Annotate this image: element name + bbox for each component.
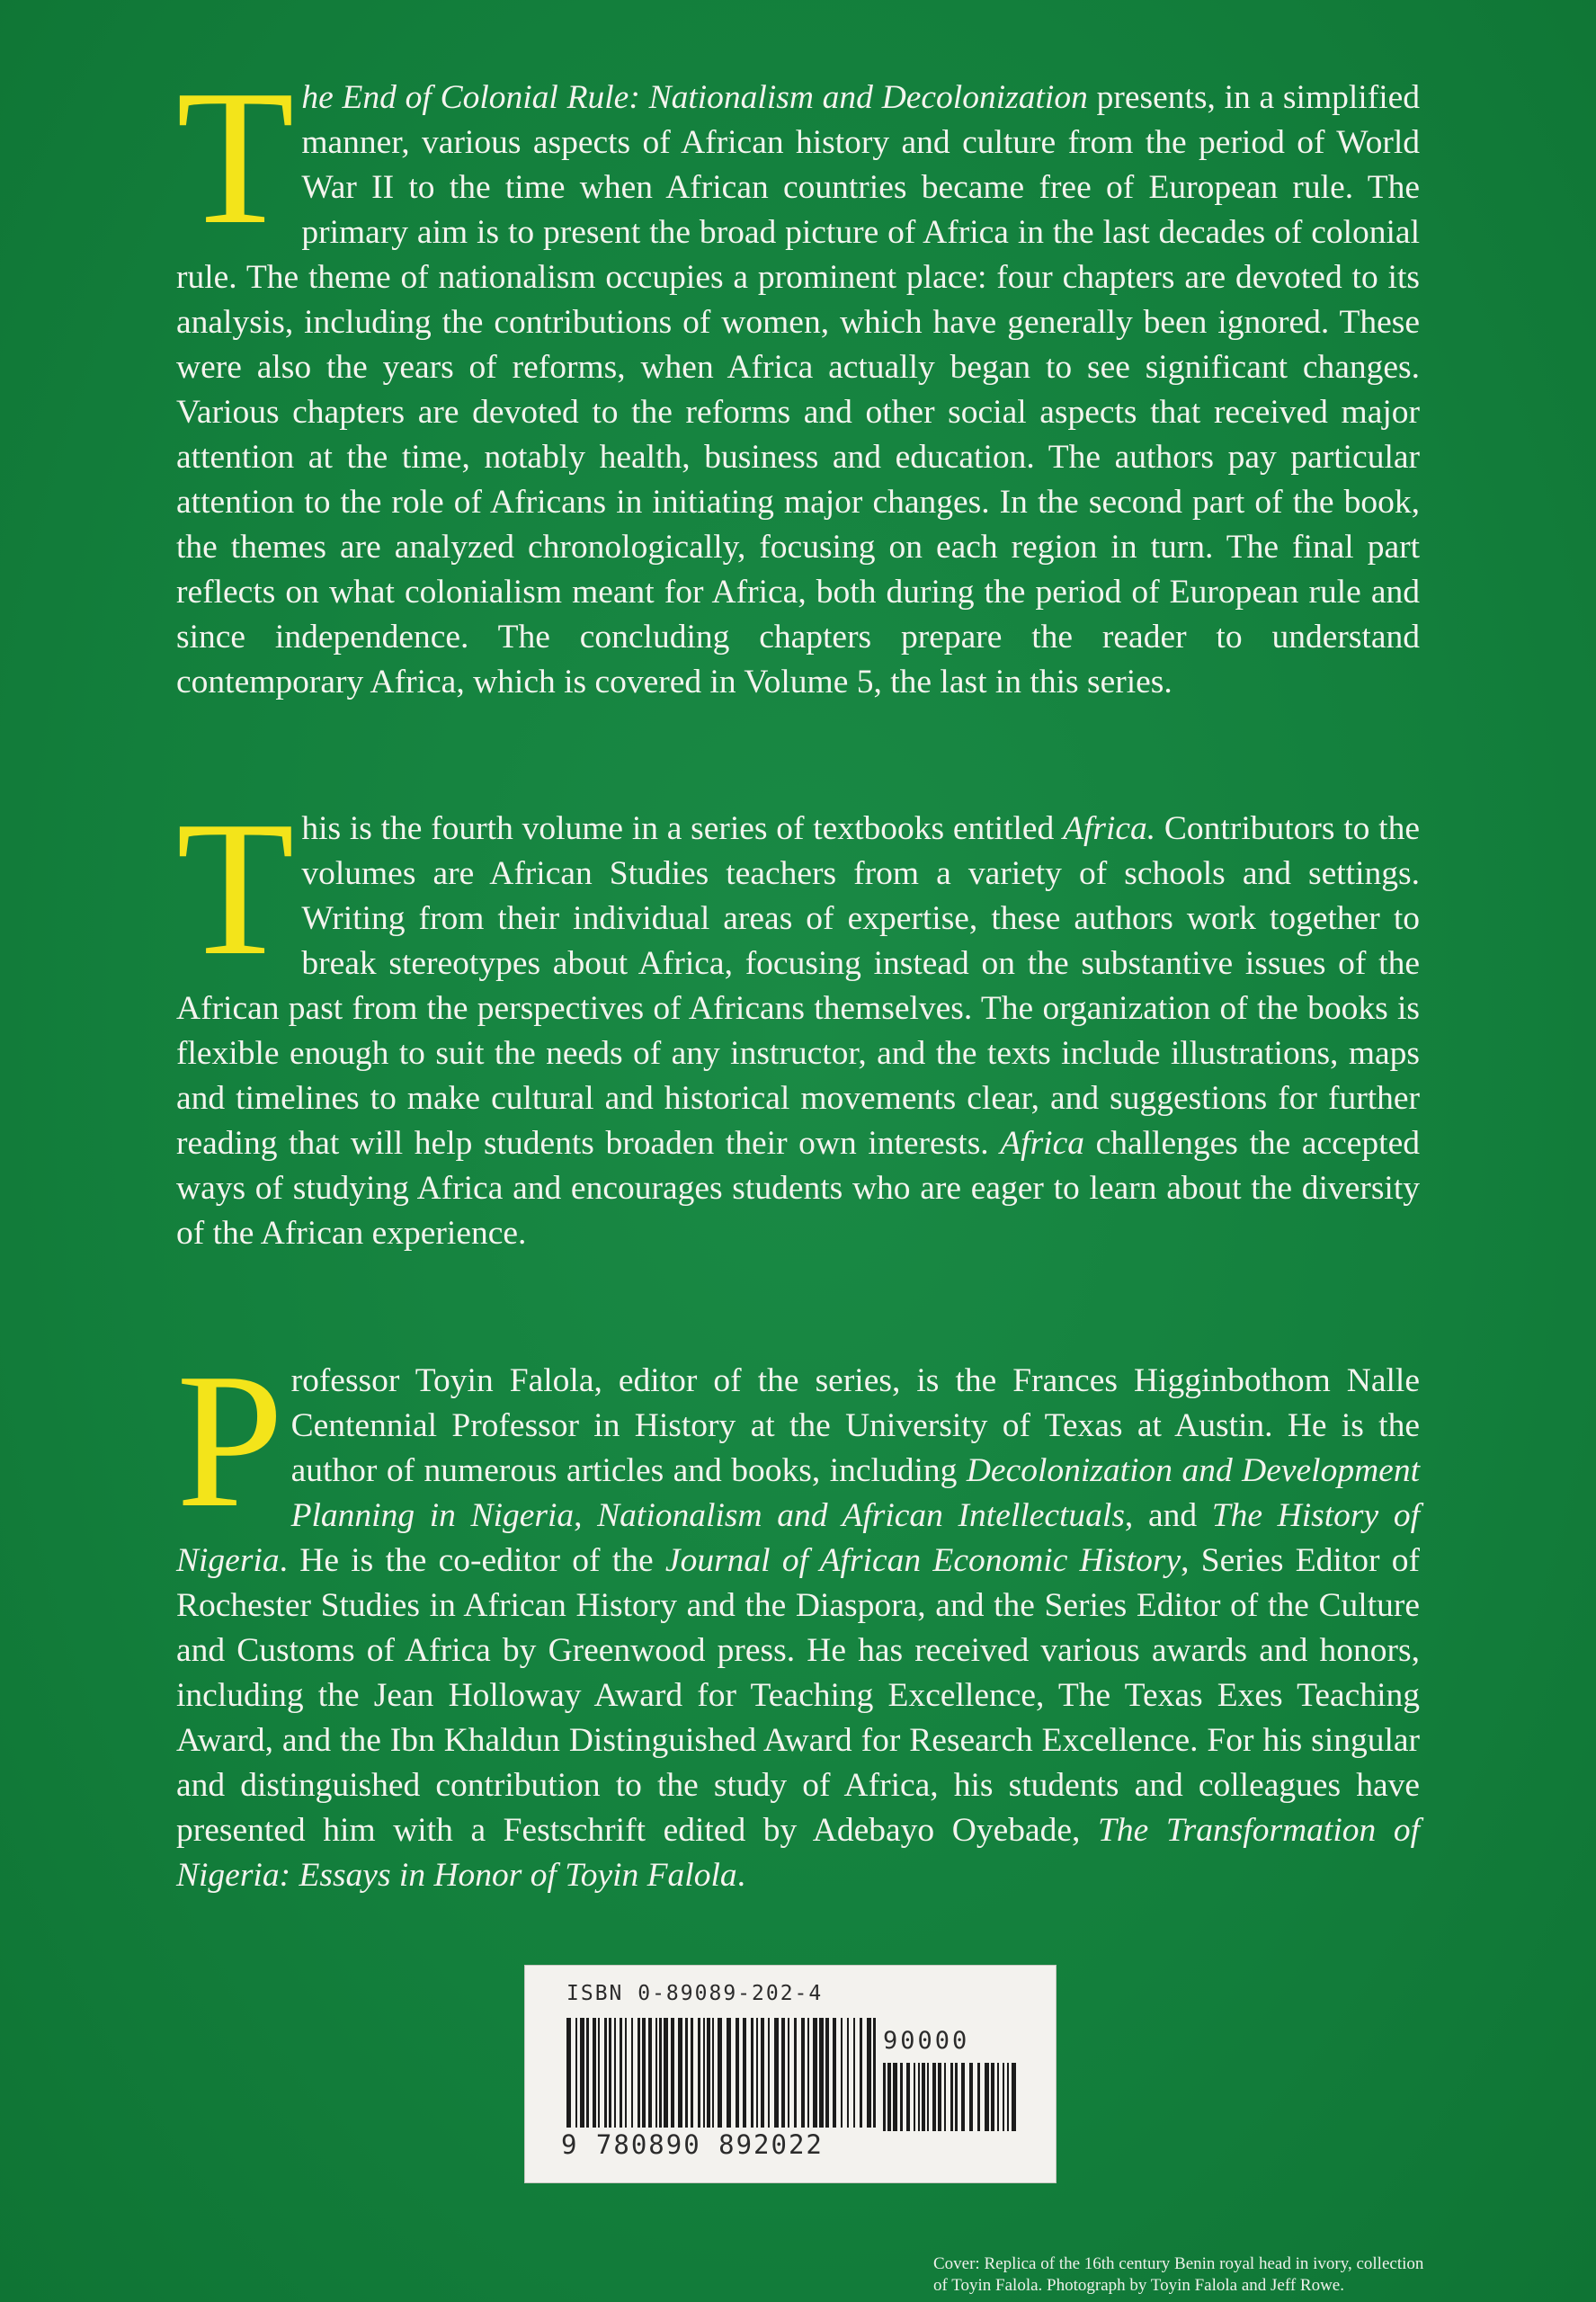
barcode-bar xyxy=(580,2018,584,2128)
barcode-bar xyxy=(847,2018,849,2128)
barcode-bar xyxy=(736,2018,739,2128)
barcode-bar xyxy=(631,2018,633,2128)
barcode-bar xyxy=(788,2018,789,2128)
paragraph-text: . xyxy=(736,1857,746,1894)
barcode-bar xyxy=(906,2063,910,2131)
barcode-bar xyxy=(575,2018,577,2128)
paragraph-text: challenges the accepted ways of studying Africa and encourages students who are eager to learn about the diversity of the African experience. xyxy=(176,1125,1420,1252)
barcode-bar xyxy=(625,2018,627,2128)
barcode-bar xyxy=(922,2063,925,2131)
barcode-bar xyxy=(918,2063,920,2131)
series-title-italic: Africa xyxy=(1000,1125,1084,1162)
barcode-bar xyxy=(614,2018,616,2128)
cover-credit-line: Cover: Replica of the 16th century Benin royal head in ivory, collection xyxy=(933,2254,1424,2273)
barcode-panel xyxy=(524,1965,1057,2183)
barcode-bar xyxy=(991,2063,994,2131)
barcode-bar xyxy=(648,2018,652,2128)
series-title-italic: Africa. xyxy=(1063,810,1156,847)
barcode-bar xyxy=(598,2018,600,2128)
cover-credit-line: of Toyin Falola. Photograph by Toyin Falola and Jeff Rowe. xyxy=(933,2276,1344,2295)
book-title-italic: The History of Nigeria xyxy=(176,1497,1420,1579)
barcode-bar xyxy=(867,2018,871,2128)
book-title-italic: The Transformation of Nigeria: Essays in Honor of Toyin Falola xyxy=(176,1812,1420,1894)
cover-credit xyxy=(933,2253,1509,2297)
barcode-bar xyxy=(586,2018,589,2128)
barcode-bar xyxy=(997,2063,999,2131)
barcode-bar xyxy=(807,2018,809,2128)
drop-cap-t: T xyxy=(176,781,295,995)
barcode-bar xyxy=(938,2063,941,2131)
barcode-bar xyxy=(743,2018,746,2128)
barcode-bar xyxy=(761,2018,764,2128)
barcode-bar xyxy=(927,2063,929,2131)
price-addon-barcode-icon xyxy=(883,2063,1018,2131)
paragraph-text: , Series Editor of Rochester Studies in African History and the Diaspora, and the Series Editor of the Culture and Customs of Africa by Greenwood press. He has received various awards and honors, including the Jean Holloway Award for Teaching Excellence, The Texas Exes Teaching Award, and the Ibn Khaldun Distinguished Award for Research Excellence. For his singular and distinguished contribution to the study of Africa, his students and colleagues have presented him with a Festschrift edited by Adebayo Oyebade, xyxy=(176,1542,1420,1849)
barcode-bar xyxy=(781,2018,785,2128)
barcode-bar xyxy=(685,2018,688,2128)
barcode-bar xyxy=(678,2018,682,2128)
barcode-bar xyxy=(969,2063,973,2131)
barcode-bar xyxy=(691,2018,693,2128)
barcode-bar xyxy=(718,2018,722,2128)
ean-digits: 9 780890 892022 xyxy=(561,2129,824,2160)
barcode-bar xyxy=(961,2063,965,2131)
barcode-bar xyxy=(604,2018,607,2128)
paragraph-text: , and xyxy=(1124,1497,1212,1534)
paragraph-text: Contributors to the volumes are African Studies teachers from a variety of schools and settings. Writing from their individual areas of expertise, these authors work together to break stereotypes about Africa, focusing instead on the substantive issues of the African past from the perspectives of Africans themselves. The organization of the books is flexible enough to suit the needs of any instructor, and the texts include illustrations, maps and timelines to make cultural and historical movements clear, and suggestions for further reading that will help students broaden their own interests. xyxy=(176,810,1420,1162)
barcode-bar xyxy=(566,2018,571,2128)
barcode-bar xyxy=(900,2063,903,2131)
barcode-bar xyxy=(985,2063,989,2131)
book-title-italic: Nationalism and African Intellectuals xyxy=(597,1497,1125,1534)
barcode-bar xyxy=(944,2063,946,2131)
barcode-bar xyxy=(664,2018,668,2128)
paragraph-text: rofessor Toyin Falola, editor of the series, is the Frances Higginbothom Nalle Centennial Professor in History at the University of Texas at Austin. He is the author of numerous articles and books, including xyxy=(290,1362,1420,1489)
barcode-bar xyxy=(1003,2063,1004,2131)
barcode-bar xyxy=(756,2018,758,2128)
barcode-bar xyxy=(751,2018,753,2128)
description-paragraph-2 xyxy=(176,781,1420,1256)
barcode-bar xyxy=(698,2018,700,2128)
barcode-bar xyxy=(950,2063,953,2131)
price-code: 90000 xyxy=(883,2027,970,2055)
description-paragraph-1 xyxy=(176,49,1421,705)
barcode-bar xyxy=(620,2018,622,2128)
paragraph-text: , xyxy=(574,1497,598,1534)
journal-title-italic: Journal of African Economic History xyxy=(664,1542,1181,1579)
barcode-bar xyxy=(860,2018,862,2128)
isbn-label: ISBN 0-89089-202-4 xyxy=(566,1982,824,2005)
barcode-bar xyxy=(853,2018,855,2128)
barcode-bar xyxy=(727,2018,731,2128)
paragraph-text: . He is the co-editor of the xyxy=(279,1542,665,1579)
barcode-bar xyxy=(609,2018,611,2128)
barcode-bar xyxy=(801,2018,805,2128)
barcode-bar xyxy=(977,2063,980,2131)
barcode-bar xyxy=(671,2018,674,2128)
drop-cap-p: P xyxy=(176,1333,284,1548)
barcode-bar xyxy=(955,2063,958,2131)
barcode-bar xyxy=(794,2018,797,2128)
barcode-bar xyxy=(1012,2063,1016,2131)
barcode-bar xyxy=(887,2063,891,2131)
barcode-bar xyxy=(813,2018,817,2128)
book-title-italic: he End of Colonial Rule: Nationalism and Decolonization xyxy=(301,79,1088,116)
barcode-bar xyxy=(914,2063,915,2131)
barcode-bar xyxy=(638,2018,640,2128)
barcode-bar xyxy=(893,2063,897,2131)
barcode-bar xyxy=(774,2018,779,2128)
barcode-bar xyxy=(703,2018,705,2128)
barcode-bar xyxy=(833,2018,836,2128)
paragraph-text: presents, in a simplified manner, various aspects of African history and culture from the period of World War II to the time when African countries became free of European rule. The primary aim is to present the broad picture of Africa in the last decades of colonial rule. The theme of nationalism occupies a prominent place: four chapters are devoted to its analysis, including the contributions of women, which have generally been ignored. These were also the years of reforms, when Africa actually began to see significant changes. Various chapters are devoted to the reforms and other social aspects that received major attention at the time, notably health, business and education. The authors pay particular attention to the role of Africans in initiating major changes. In the second part of the book, the themes are analyzed chronologically, focusing on each region in turn. The final part reflects on what colonialism meant for Africa, both during the period of European rule and since independence. The concluding chapters prepare the reader to understand contemporary Africa, which is covered in Volume 5, the last in this series. xyxy=(176,79,1421,700)
barcode-bar xyxy=(883,2063,886,2131)
paragraph-text: his is the fourth volume in a series of textbooks entitled xyxy=(301,810,1064,847)
barcode-bar xyxy=(655,2018,657,2128)
barcode-bar xyxy=(873,2018,876,2128)
editor-bio-paragraph xyxy=(176,1333,1421,1898)
drop-cap-t: T xyxy=(176,49,295,264)
barcode-bar xyxy=(819,2018,824,2128)
barcode-bar xyxy=(1007,2063,1009,2131)
barcode-bar xyxy=(768,2018,770,2128)
barcode-bar xyxy=(932,2063,936,2131)
barcode-bar xyxy=(642,2018,646,2128)
barcode-bar xyxy=(825,2018,829,2128)
barcode-bar xyxy=(593,2018,596,2128)
barcode-bar xyxy=(712,2018,714,2128)
barcode-bar xyxy=(841,2018,843,2128)
barcode-bar xyxy=(707,2018,710,2128)
book-title-italic: Decolonization and Development Planning in Nigeria xyxy=(290,1452,1421,1534)
barcode-bar xyxy=(659,2018,662,2128)
ean-barcode-icon xyxy=(566,2018,877,2128)
